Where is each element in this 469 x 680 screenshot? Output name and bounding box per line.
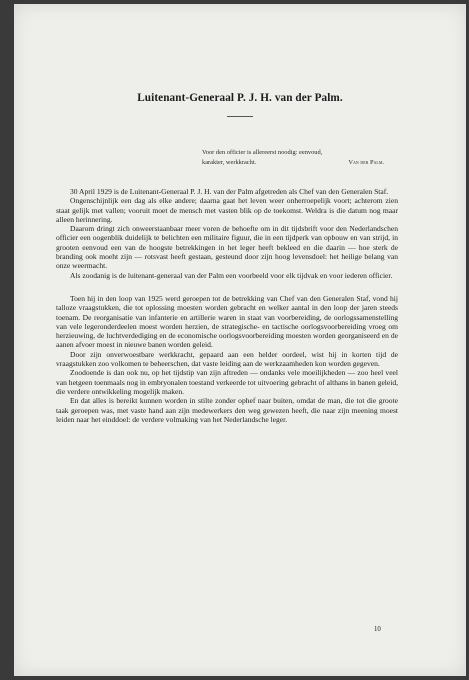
epigraph-line-2 bbox=[202, 158, 392, 168]
page-number: 10 bbox=[374, 626, 381, 633]
epigraph bbox=[202, 148, 392, 167]
document-page bbox=[14, 4, 466, 676]
paragraph: Zoodoende is dan ook nu, op het tijdstip van zijn aftreden — ondanks vele moeilijkheden — zoo heel veel van hetgeen toenmaals nog in embryonalen toestand verkeerde tot uitvoering gebracht of althans in banen geleid, die verdere ontwikkeling mogelijk maken. bbox=[56, 368, 398, 396]
epigraph-line-1: Voor den officier is allereerst noodig: eenvoud, bbox=[202, 149, 323, 156]
article-body bbox=[56, 187, 398, 424]
paragraph: En dat alles is bereikt kunnen worden in stilte zonder ophef naar buiten, omdat de man, die tot die groote taak geroepen was, met vaste hand aan zijn medewerkers den weg gewezen heeft, die naar zijn meening moest leiden naar het einddoel: de verdere volmaking van het Nederlandsche leger. bbox=[56, 396, 398, 424]
paragraph: Toen hij in den loop van 1925 werd geroepen tot de betrekking van Chef van den Generalen Staf, vond hij talloze vraagstukken, die tot oplossing moesten worden gebracht en welker aantal in den loop der jaren steeds toenam. De reorganisatie van infanterie en artillerie waren in staat van voorbereiding, de oorlogssamenstelling van vele legeronderdeelen moest worden herzien, de strategische- en tactische oorlogsvoorbereiding vroeg om herzieuwing, de luchtverdediging en de economische oorlogsvoorbereiding moesten worden georganiseerd en de aanen afvoer moest in nieuwe banen worden geleid. bbox=[56, 293, 398, 350]
paragraph: Als zoodanig is de luitenant-generaal van der Palm een voorbeeld voor elk tijdvak en voor iederen officier. bbox=[70, 270, 393, 280]
epigraph-text: karakter, werkkracht. bbox=[202, 158, 257, 166]
paragraph: 30 April 1929 is de Luitenant-Generaal P. J. H. van der Palm afgetreden als Chef van den Generalen Staf. bbox=[70, 187, 389, 196]
epigraph-attribution: Van der Palm. bbox=[348, 158, 384, 166]
paragraph: Daarom dringt zich onweerstaanbaar meer voren de behoefte om in dit tijdsbrift voor den Nederlandschen officier een oogenblik duidelijk te belichten een militaire figuur, die in een tijdperk van opbouw en van strijd, in grooten eenvoud een van de hoogste betrekkingen in het leger heeft bekleed en die daarin — hoe sterk de branding ook moeht zijn — rotsvast heeft gestaan, gesteund door zijn hoog levensdoel: het heilige belang van onze weermacht. bbox=[56, 224, 398, 271]
paragraph: Ongenschijnlijk een dag als elke andere; daarna gaat het leven weer onherroepelijk voort; achterom zien staat gelijk met vallen; vooruit moet de mensch met vasten blik op de toekomst. Weldra is die datum nog maar alleen herinnering. bbox=[56, 196, 398, 224]
article-title: Luitenant-Generaal P. J. H. van der Palm. bbox=[137, 92, 343, 104]
title-divider bbox=[227, 116, 253, 117]
paragraph: Door zijn onverwoestbare werkkracht, gepaard aan een helder oordeel, wist hij in korten tijd de vraagstukken zoo volkomen te beheerschen, dat vaste leiding aan de werkzaamheden kon worden gegeven. bbox=[56, 349, 398, 369]
